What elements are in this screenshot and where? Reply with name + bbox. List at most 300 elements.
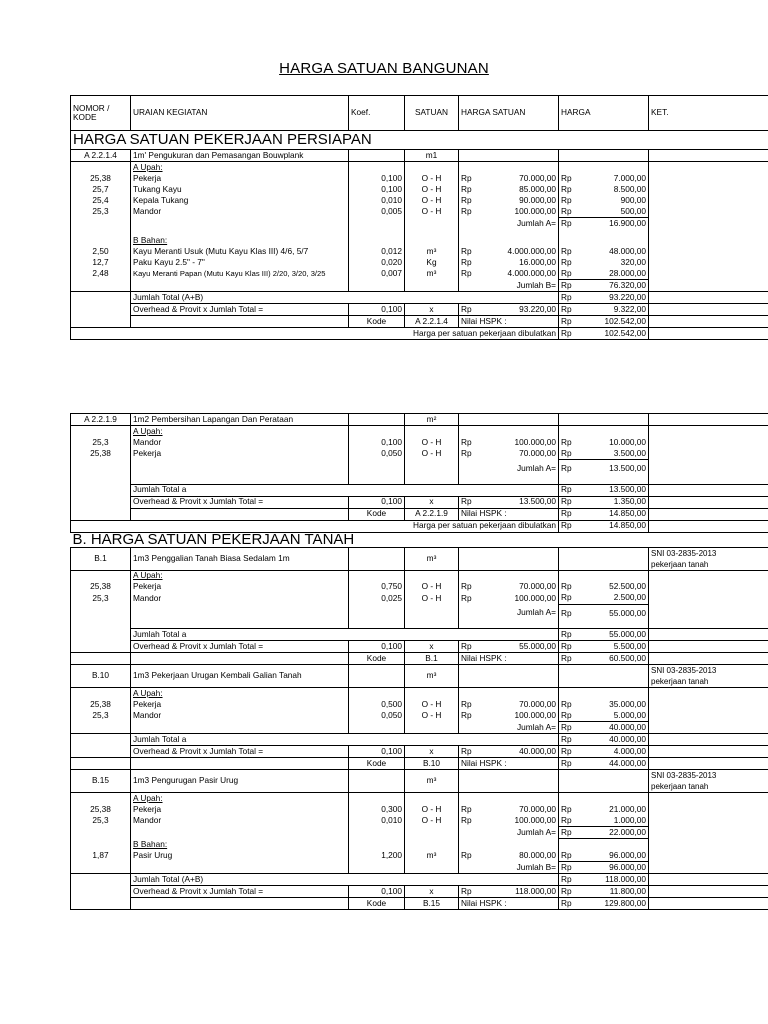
rp-label: Rp — [561, 592, 572, 603]
hs-cell: 70.000,00 — [519, 804, 556, 814]
rp-label: Rp — [561, 246, 572, 256]
rp-label: Rp — [561, 520, 572, 531]
harga-cell: 5.000,00 — [613, 710, 646, 720]
overhead-x: x — [405, 746, 459, 758]
koef-cell: 0,025 — [349, 593, 405, 605]
sni-note: pekerjaan tanah — [651, 677, 709, 686]
satuan-cell: O - H — [405, 184, 459, 195]
jumlah-total-value: 118.000,00 — [605, 873, 646, 884]
overhead-x: x — [405, 641, 459, 653]
koef-cell: 0,300 — [349, 804, 405, 815]
satuan-cell: m³ — [405, 850, 459, 862]
item-satuan: m³ — [405, 770, 459, 793]
rp-label: Rp — [561, 279, 572, 290]
name-cell: Kayu Meranti Usuk (Mutu Kayu Klas III) 4/6, 5/7 — [131, 246, 349, 257]
item-uraian: 1m3 Penggalian Tanah Biasa Sedalam 1m — [131, 547, 349, 570]
name-cell: Mandor — [131, 206, 349, 218]
section-a-title: HARGA SATUAN PEKERJAAN PERSIAPAN — [71, 131, 768, 150]
ref-cell: 1,87 — [71, 850, 131, 862]
rp-label: Rp — [461, 448, 472, 459]
rp-label: Rp — [461, 592, 472, 603]
jumlah-a-value: 16.900,00 — [609, 217, 646, 228]
satuan-cell: O - H — [405, 699, 459, 710]
jumlah-a-label: Jumlah A= — [459, 460, 559, 478]
nilai-hspk-value: 14.850,00 — [609, 508, 646, 519]
koef-cell: 0,020 — [349, 257, 405, 268]
overhead-label: Overhead & Provit x Jumlah Total = — [131, 641, 349, 653]
rp-label: Rp — [561, 607, 572, 618]
rp-label: Rp — [461, 581, 472, 592]
overhead-harga: 5.500,00 — [613, 640, 646, 651]
jumlah-a-value: 55.000,00 — [609, 607, 646, 618]
bahan-label: B Bahan: — [131, 235, 349, 246]
overhead-x: x — [405, 496, 459, 508]
kode-value: A 2.2.1.4 — [405, 316, 459, 328]
rp-label: Rp — [561, 496, 572, 507]
jumlah-a-label: Jumlah A= — [459, 722, 559, 734]
ref-cell: 25,38 — [71, 448, 131, 460]
satuan-cell: O - H — [405, 206, 459, 218]
rp-label: Rp — [561, 745, 572, 756]
rp-label: Rp — [561, 861, 572, 872]
jumlah-a-row — [71, 460, 768, 478]
kode-row — [71, 508, 768, 520]
nilai-hspk-value: 129.800,00 — [604, 897, 646, 908]
ref-cell: 25,38 — [71, 699, 131, 710]
jumlah-a-label: Jumlah A= — [459, 604, 559, 622]
table-row — [71, 173, 768, 184]
rp-label: Rp — [561, 628, 572, 639]
rp-label: Rp — [461, 246, 472, 256]
overhead-label: Overhead & Provit x Jumlah Total = — [131, 304, 349, 316]
overhead-label: Overhead & Provit x Jumlah Total = — [131, 496, 349, 508]
bahan-label-row — [71, 839, 768, 851]
rp-label: Rp — [561, 195, 572, 205]
jumlah-b-row — [71, 862, 768, 874]
satuan-cell: m³ — [405, 246, 459, 257]
item-header-row — [71, 414, 768, 426]
koef-cell: 0,100 — [349, 184, 405, 195]
rp-label: Rp — [461, 268, 472, 279]
header-satuan: SATUAN — [405, 96, 459, 131]
koef-cell: 0,500 — [349, 699, 405, 710]
nilai-hspk-label: Nilai HSPK : — [459, 653, 559, 665]
rp-label: Rp — [561, 581, 572, 592]
rp-label: Rp — [561, 463, 572, 474]
name-cell: Pekerja — [131, 804, 349, 815]
item-header-row — [71, 770, 768, 793]
rp-label: Rp — [561, 652, 572, 663]
sni-ref: SNI 03-2835-2013 — [651, 548, 717, 558]
dibulatkan-value: 102.542,00 — [604, 327, 646, 338]
jumlah-b-row — [71, 280, 768, 292]
ref-cell: 25,38 — [71, 582, 131, 593]
jumlah-total-row — [71, 484, 768, 496]
dibulatkan-row — [71, 520, 768, 532]
hs-cell: 100.000,00 — [514, 592, 556, 603]
name-cell: Mandor — [131, 710, 349, 722]
section-b-row — [71, 532, 768, 547]
jumlah-a-label: Jumlah A= — [459, 218, 559, 230]
nilai-hspk-value: 60.500,00 — [609, 652, 646, 663]
satuan-cell: m³ — [405, 268, 459, 280]
koef-cell: 0,012 — [349, 246, 405, 257]
overhead-hs: 55.000,00 — [519, 640, 556, 651]
ref-cell: 2,50 — [71, 246, 131, 257]
table-row — [71, 257, 768, 268]
overhead-harga: 11.800,00 — [609, 885, 646, 896]
jumlah-a-row — [71, 827, 768, 839]
ref-cell: 25,3 — [71, 206, 131, 218]
rp-label: Rp — [561, 448, 572, 458]
rp-label: Rp — [461, 496, 472, 507]
overhead-koef: 0,100 — [349, 641, 405, 653]
upah-label-row — [71, 570, 768, 582]
koef-cell: 0,050 — [349, 448, 405, 460]
dibulatkan-row — [71, 328, 768, 340]
jumlah-total-row — [71, 874, 768, 886]
koef-cell: 0,750 — [349, 582, 405, 593]
table-row — [71, 710, 768, 722]
rp-label: Rp — [561, 173, 572, 183]
table-header — [71, 96, 768, 131]
overhead-label: Overhead & Provit x Jumlah Total = — [131, 746, 349, 758]
jumlah-a-row — [71, 604, 768, 622]
table-row — [71, 448, 768, 460]
rp-label: Rp — [561, 291, 572, 302]
satuan-cell: O - H — [405, 582, 459, 593]
rp-label: Rp — [561, 184, 572, 194]
hs-cell: 4.000.000,00 — [507, 268, 556, 279]
ref-cell: 25,3 — [71, 437, 131, 448]
harga-cell: 28.000,00 — [609, 268, 646, 278]
jumlah-b-label: Jumlah B= — [459, 862, 559, 874]
rp-label: Rp — [561, 850, 572, 860]
satuan-cell: Kg — [405, 257, 459, 268]
ref-cell: 25,3 — [71, 593, 131, 605]
jumlah-total-label: Jumlah Total a — [131, 484, 559, 496]
bahan-label-row — [71, 235, 768, 246]
upah-label-row — [71, 162, 768, 174]
rp-label: Rp — [561, 699, 572, 709]
upah-label: A Upah: — [131, 793, 349, 805]
overhead-harga: 1.350,00 — [613, 496, 646, 507]
name-cell: Tukang Kayu — [131, 184, 349, 195]
harga-cell: 1.000,00 — [613, 815, 646, 825]
kode-row — [71, 758, 768, 770]
overhead-row — [71, 886, 768, 898]
harga-cell: 96.000,00 — [609, 850, 646, 860]
upah-label: A Upah: — [131, 688, 349, 700]
harga-cell: 8.500,00 — [613, 184, 646, 194]
satuan-cell: O - H — [405, 804, 459, 815]
rp-label: Rp — [461, 804, 472, 814]
item-satuan: m³ — [405, 665, 459, 688]
sni-ref: SNI 03-2835-2013 — [651, 666, 717, 675]
rp-label: Rp — [561, 640, 572, 651]
item-kode: A 2.2.1.4 — [71, 150, 131, 162]
ref-cell: 25,3 — [71, 710, 131, 722]
harga-cell: 21.000,00 — [609, 804, 646, 814]
harga-cell: 52.500,00 — [609, 581, 646, 592]
rp-label: Rp — [461, 437, 472, 447]
kode-value: B.1 — [405, 653, 459, 665]
overhead-harga: 9.322,00 — [613, 303, 646, 314]
nilai-hspk-label: Nilai HSPK : — [459, 508, 559, 520]
sni-note: pekerjaan tanah — [651, 559, 709, 569]
rp-label: Rp — [461, 195, 472, 205]
name-cell: Kepala Tukang — [131, 195, 349, 206]
item-kode: A 2.2.1.9 — [71, 414, 131, 426]
dibulatkan-label: Harga per satuan pekerjaan dibulatkan — [71, 520, 559, 532]
item-kode: B.10 — [71, 665, 131, 688]
harga-cell: 500,00 — [620, 206, 646, 216]
kode-label: Kode — [349, 653, 405, 665]
jumlah-a-value: 13.500,00 — [609, 463, 646, 474]
hs-cell: 4.000.000,00 — [507, 246, 556, 256]
rp-label: Rp — [461, 850, 472, 861]
table-row — [71, 195, 768, 206]
name-cell: Pekerja — [131, 582, 349, 593]
price-table-a1 — [70, 95, 768, 340]
jumlah-total-value: 55.000,00 — [609, 628, 646, 639]
kode-value: B.15 — [405, 898, 459, 910]
header-kode: NOMOR / KODE — [71, 96, 131, 131]
koef-cell: 0,010 — [349, 195, 405, 206]
satuan-cell: O - H — [405, 437, 459, 448]
price-table-a2-b — [70, 413, 768, 910]
harga-cell: 7.000,00 — [613, 173, 646, 183]
rp-label: Rp — [561, 885, 572, 896]
overhead-harga: 4.000,00 — [613, 745, 646, 756]
name-cell: Paku Kayu 2.5" - 7" — [131, 257, 349, 268]
kode-label: Kode — [349, 758, 405, 770]
rp-label: Rp — [461, 184, 472, 194]
rp-label: Rp — [561, 873, 572, 884]
dibulatkan-value: 14.850,00 — [609, 520, 646, 531]
table-row — [71, 582, 768, 593]
harga-cell: 3.500,00 — [613, 448, 646, 458]
jumlah-total-label: Jumlah Total a — [131, 629, 559, 641]
harga-cell: 900,00 — [620, 195, 646, 205]
ref-cell: 25,4 — [71, 195, 131, 206]
satuan-cell: O - H — [405, 593, 459, 605]
jumlah-a-value: 40.000,00 — [609, 721, 646, 732]
table-row — [71, 815, 768, 827]
ref-cell: 25,38 — [71, 173, 131, 184]
rp-label: Rp — [561, 315, 572, 326]
kode-label: Kode — [349, 898, 405, 910]
item-header-row — [71, 547, 768, 570]
overhead-row — [71, 496, 768, 508]
satuan-cell: O - H — [405, 195, 459, 206]
overhead-x: x — [405, 304, 459, 316]
overhead-x: x — [405, 886, 459, 898]
koef-cell: 0,100 — [349, 437, 405, 448]
item-satuan: m² — [405, 414, 459, 426]
overhead-koef: 0,100 — [349, 746, 405, 758]
hs-cell: 80.000,00 — [519, 850, 556, 861]
satuan-cell: O - H — [405, 173, 459, 184]
kode-row — [71, 898, 768, 910]
rp-label: Rp — [561, 757, 572, 768]
jumlah-a-label: Jumlah A= — [459, 827, 559, 839]
rp-label: Rp — [461, 257, 472, 267]
rp-label: Rp — [461, 173, 472, 183]
rp-label: Rp — [561, 268, 572, 278]
jumlah-total-label: Jumlah Total a — [131, 734, 559, 746]
table-row — [71, 850, 768, 862]
jumlah-b-value: 76.320,00 — [609, 279, 646, 290]
upah-label-row — [71, 426, 768, 438]
rp-label: Rp — [561, 826, 572, 837]
jumlah-a-row — [71, 722, 768, 734]
nilai-hspk-value: 102.542,00 — [604, 315, 646, 326]
hs-cell: 100.000,00 — [514, 710, 556, 721]
nilai-hspk-value: 44.000,00 — [609, 757, 646, 768]
table-row — [71, 437, 768, 448]
name-cell: Mandor — [131, 815, 349, 827]
hs-cell: 16.000,00 — [519, 257, 556, 267]
kode-value: B.10 — [405, 758, 459, 770]
hs-cell: 70.000,00 — [519, 581, 556, 592]
table-row — [71, 699, 768, 710]
overhead-row — [71, 641, 768, 653]
overhead-hs: 40.000,00 — [519, 745, 556, 756]
rp-label: Rp — [561, 804, 572, 814]
koef-cell: 0,100 — [349, 173, 405, 184]
jumlah-b-label: Jumlah B= — [459, 280, 559, 292]
rp-label: Rp — [461, 206, 472, 217]
header-uraian: URAIAN KEGIATAN — [131, 96, 349, 131]
item-uraian: 1m3 Pengurugan Pasir Urug — [131, 770, 349, 793]
rp-label: Rp — [461, 815, 472, 826]
rp-label: Rp — [561, 721, 572, 732]
jumlah-total-row — [71, 629, 768, 641]
harga-cell: 10.000,00 — [609, 437, 646, 447]
satuan-cell: O - H — [405, 710, 459, 722]
nilai-hspk-label: Nilai HSPK : — [459, 316, 559, 328]
overhead-row — [71, 746, 768, 758]
page-title: HARGA SATUAN BANGUNAN — [279, 60, 489, 77]
bahan-label: B Bahan: — [131, 839, 349, 851]
jumlah-total-label: Jumlah Total (A+B) — [131, 292, 559, 304]
table-row — [71, 184, 768, 195]
harga-cell: 2.500,00 — [613, 592, 646, 603]
rp-label: Rp — [461, 303, 472, 314]
ref-cell: 25,3 — [71, 815, 131, 827]
rp-label: Rp — [561, 508, 572, 519]
harga-cell: 48.000,00 — [609, 246, 646, 256]
header-harga: HARGA — [559, 96, 649, 131]
satuan-cell: O - H — [405, 815, 459, 827]
item-satuan: m³ — [405, 547, 459, 570]
rp-label: Rp — [561, 217, 572, 228]
rp-label: Rp — [461, 745, 472, 756]
jumlah-total-value: 93.220,00 — [609, 291, 646, 302]
hs-cell: 100.000,00 — [514, 206, 556, 217]
table-row — [71, 268, 768, 280]
name-cell: Pekerja — [131, 173, 349, 184]
kode-row — [71, 653, 768, 665]
harga-cell: 35.000,00 — [609, 699, 646, 709]
rp-label: Rp — [561, 206, 572, 216]
rp-label: Rp — [561, 815, 572, 825]
koef-cell: 0,007 — [349, 268, 405, 280]
jumlah-total-value: 40.000,00 — [609, 733, 646, 744]
name-cell: Pekerja — [131, 699, 349, 710]
rp-label: Rp — [561, 484, 572, 495]
table-row — [71, 593, 768, 605]
harga-cell: 320,00 — [620, 257, 646, 267]
header-ket: KET. — [649, 96, 768, 131]
table-row — [71, 246, 768, 257]
overhead-hs: 13.500,00 — [519, 496, 556, 507]
header-koef: Koef. — [349, 96, 405, 131]
item-satuan: m1 — [405, 150, 459, 162]
jumlah-b-value: 96.000,00 — [609, 861, 646, 872]
hs-cell: 70.000,00 — [519, 699, 556, 709]
name-cell: Mandor — [131, 593, 349, 605]
name-cell: Pasir Urug — [131, 850, 349, 862]
hs-cell: 100.000,00 — [514, 815, 556, 826]
item-uraian: 1m2 Pembersihan Lapangan Dan Perataan — [131, 414, 349, 426]
sni-note: pekerjaan tanah — [651, 782, 709, 791]
jumlah-total-row — [71, 292, 768, 304]
jumlah-total-value: 13.500,00 — [609, 484, 646, 495]
overhead-label: Overhead & Provit x Jumlah Total = — [131, 886, 349, 898]
rp-label: Rp — [461, 640, 472, 651]
overhead-hs: 118.000,00 — [515, 885, 556, 896]
kode-label: Kode — [349, 316, 405, 328]
satuan-cell: O - H — [405, 448, 459, 460]
overhead-hs: 93.220,00 — [519, 303, 556, 314]
upah-label-row — [71, 793, 768, 805]
table-row — [71, 804, 768, 815]
rp-label: Rp — [561, 257, 572, 267]
ref-cell: 2,48 — [71, 268, 131, 280]
rp-label: Rp — [561, 733, 572, 744]
koef-cell: 0,010 — [349, 815, 405, 827]
koef-cell: 0,005 — [349, 206, 405, 218]
ref-cell: 25,38 — [71, 804, 131, 815]
hs-cell: 70.000,00 — [519, 173, 556, 183]
ref-cell: 25,7 — [71, 184, 131, 195]
header-harga-satuan: HARGA SATUAN — [459, 96, 559, 131]
section-b-title: B. HARGA SATUAN PEKERJAAN TANAH — [72, 532, 355, 547]
kode-label: Kode — [349, 508, 405, 520]
hs-cell: 100.000,00 — [514, 437, 556, 447]
hs-cell: 90.000,00 — [519, 195, 556, 205]
overhead-row — [71, 304, 768, 316]
upah-label: A Upah: — [131, 570, 349, 582]
rp-label: Rp — [461, 710, 472, 721]
overhead-koef: 0,100 — [349, 304, 405, 316]
kode-value: A 2.2.1.9 — [405, 508, 459, 520]
rp-label: Rp — [561, 327, 572, 338]
name-cell: Mandor — [131, 437, 349, 448]
item-uraian: 1m' Pengukuran dan Pemasangan Bouwplank — [131, 150, 349, 162]
table-row — [71, 206, 768, 218]
item-header-row — [71, 665, 768, 688]
overhead-koef: 0,100 — [349, 496, 405, 508]
name-cell: Kayu Meranti Papan (Mutu Kayu Klas III) 2/20, 3/20, 3/25 — [131, 268, 349, 280]
rp-label: Rp — [561, 710, 572, 720]
overhead-koef: 0,100 — [349, 886, 405, 898]
nilai-hspk-label: Nilai HSPK : — [459, 898, 559, 910]
item-header-row — [71, 150, 768, 162]
sni-ref: SNI 03-2835-2013 — [651, 771, 717, 780]
